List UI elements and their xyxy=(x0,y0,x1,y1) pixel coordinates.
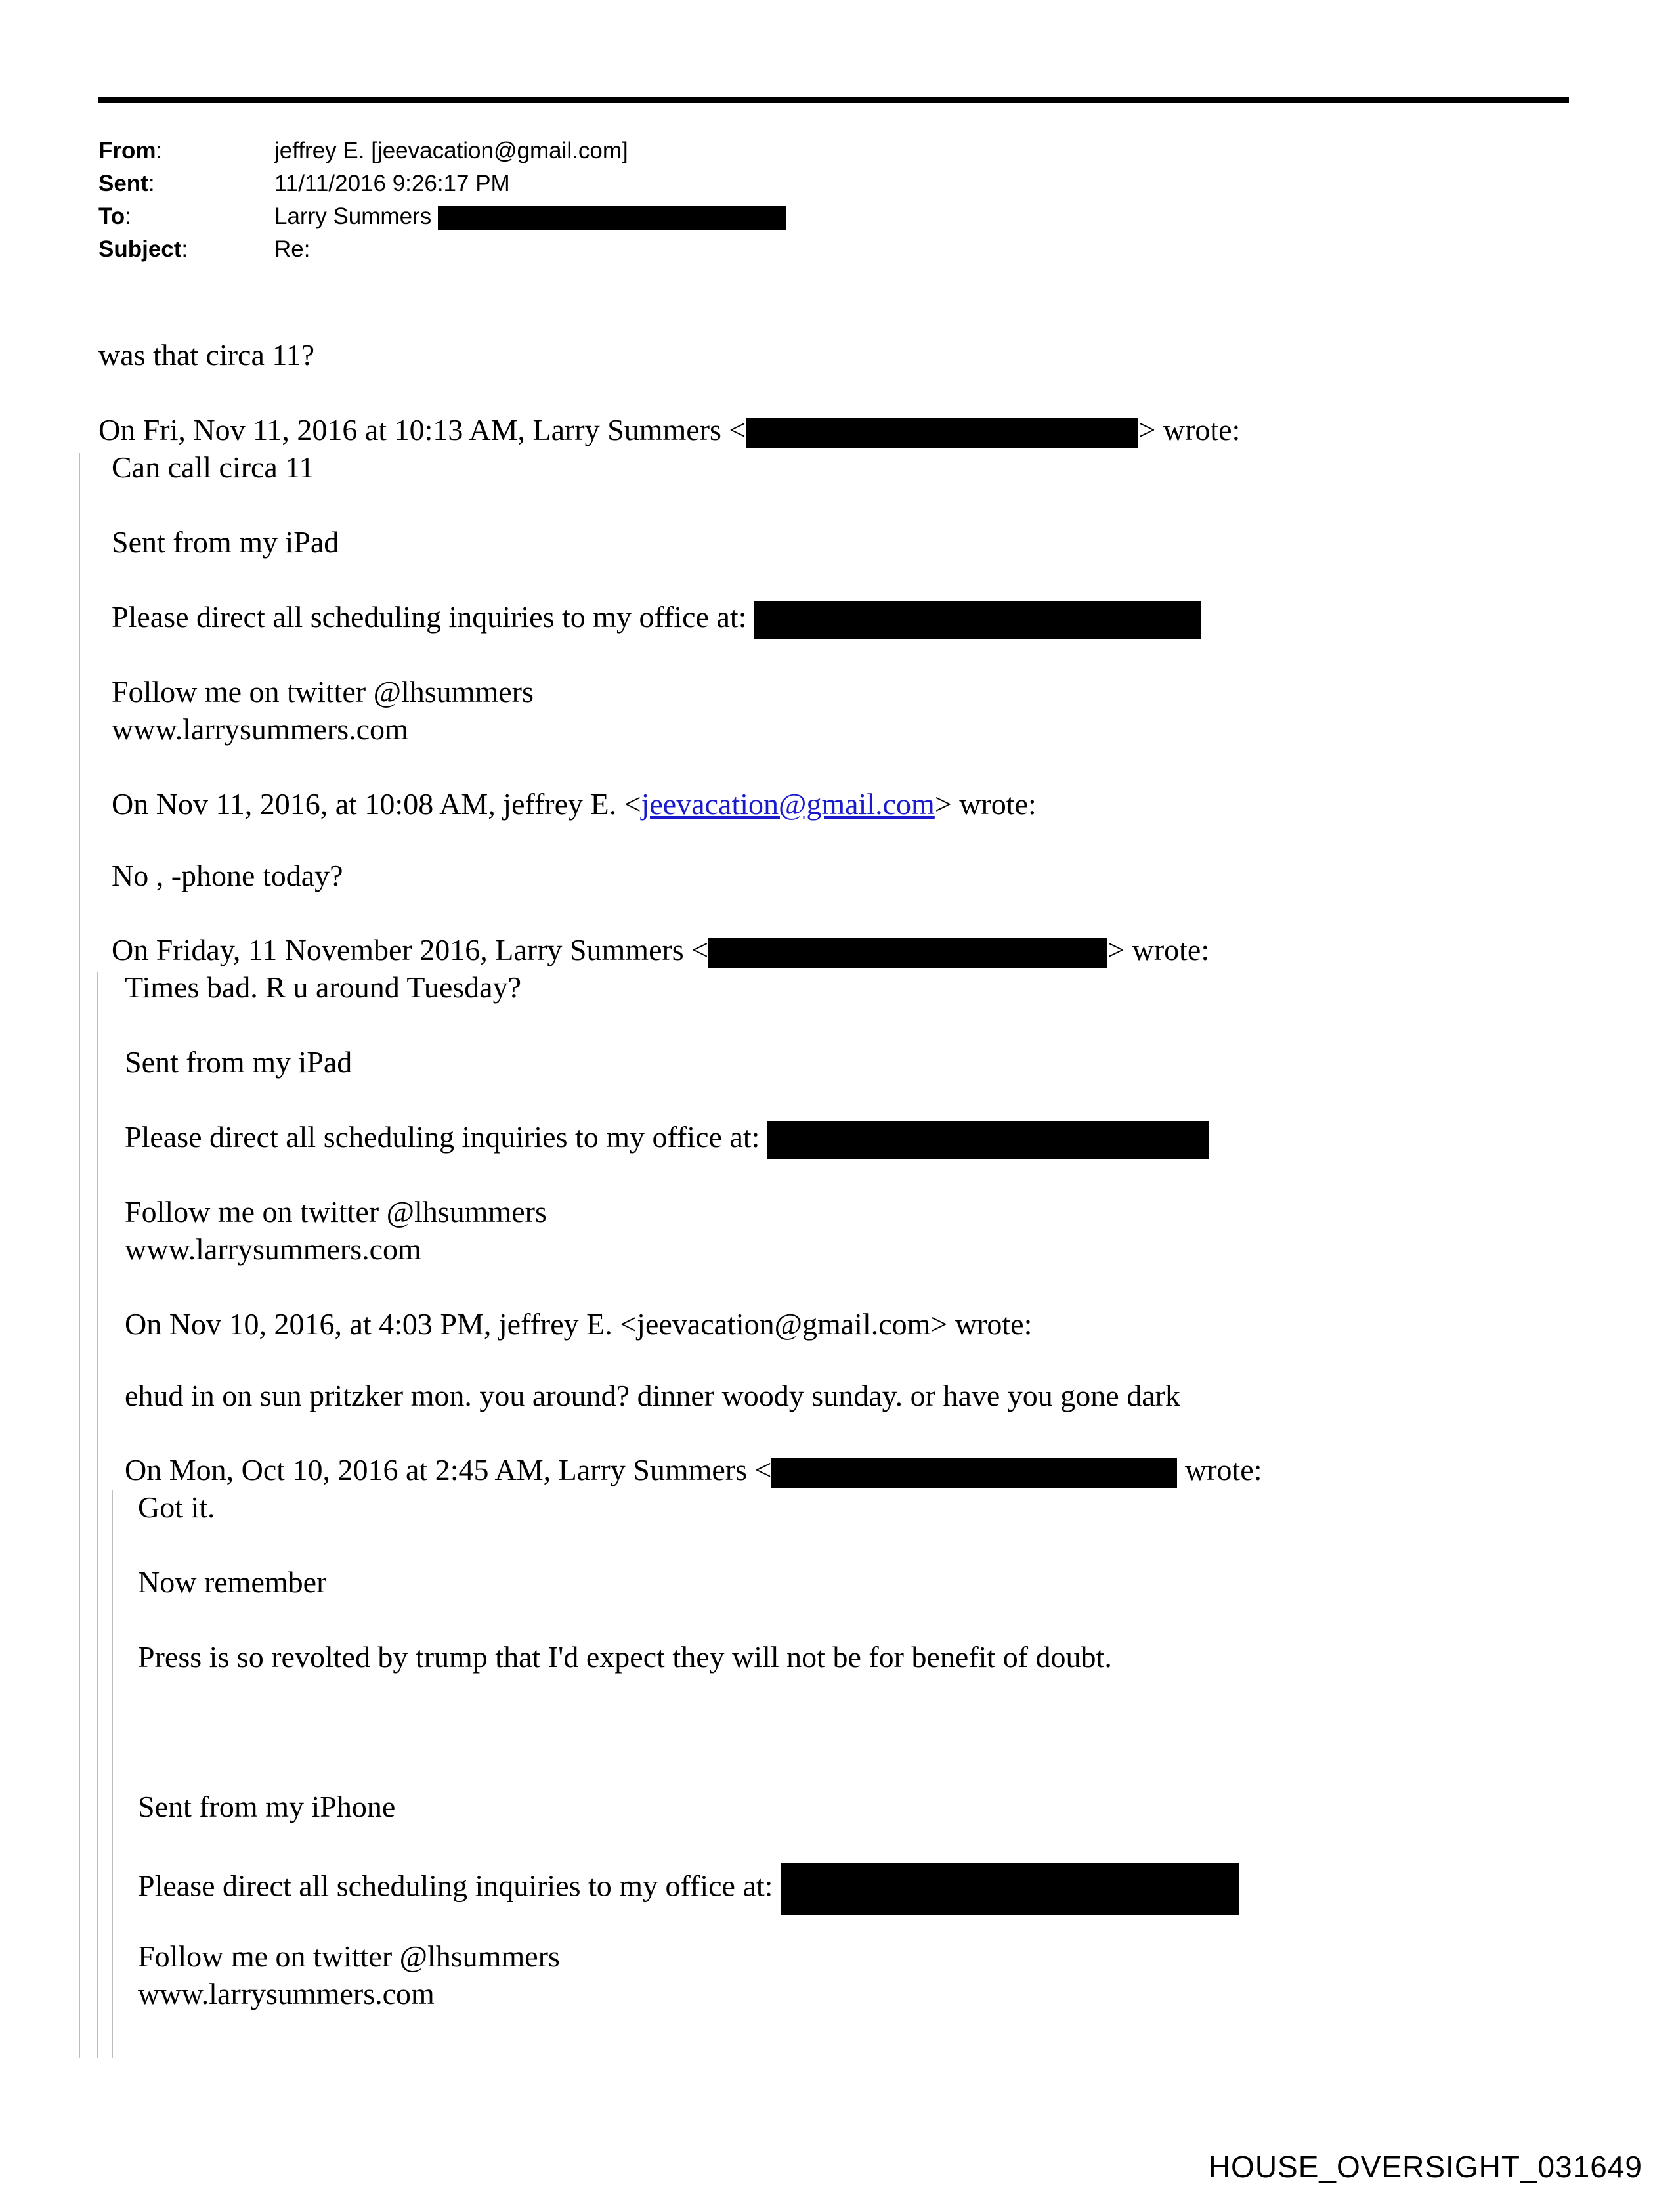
redaction-box xyxy=(754,601,1201,639)
quote-bar xyxy=(79,453,80,2058)
redaction-box xyxy=(781,1863,1239,1915)
quote-line: ehud in on sun pritzker mon. you around? dinner woody sunday. or have you gone dark xyxy=(125,1379,1180,1412)
signature-sent-from: Sent from my iPad xyxy=(125,1045,353,1079)
email-link[interactable]: jeevacation@gmail.com xyxy=(641,787,935,821)
subject-label: Subject: xyxy=(98,236,188,262)
bates-number: HOUSE_OVERSIGHT_031649 xyxy=(1208,2150,1642,2184)
twitter-line: Follow me on twitter @lhsummers xyxy=(138,1940,560,1973)
to-name: Larry Summers xyxy=(274,204,432,229)
redaction-box xyxy=(438,206,786,230)
scheduling-line: Please direct all scheduling inquiries to my office at: xyxy=(125,1118,1209,1159)
quote-line: Press is so revolted by trump that I'd expect they will not be for benefit of doubt. xyxy=(138,1640,1112,1674)
signature-sent-from: Sent from my iPad xyxy=(112,525,339,559)
sent-label: Sent: xyxy=(98,171,155,196)
subject-value: Re: xyxy=(274,236,311,262)
top-rule xyxy=(98,97,1569,103)
website-line: www.larrysummers.com xyxy=(112,712,408,746)
from-value: jeffrey E. [jeevacation@gmail.com] xyxy=(274,138,628,163)
scheduling-line: Please direct all scheduling inquiries to my office at: xyxy=(138,1863,1239,1915)
sent-value: 11/11/2016 9:26:17 PM xyxy=(274,171,510,196)
quote-line: No , -phone today? xyxy=(112,859,343,892)
twitter-line: Follow me on twitter @lhsummers xyxy=(125,1195,547,1228)
website-line: www.larrysummers.com xyxy=(125,1232,421,1266)
scheduling-line: Please direct all scheduling inquiries to my office at: xyxy=(112,598,1201,639)
quote-bar xyxy=(97,972,98,2058)
redaction-box xyxy=(746,418,1138,448)
quote-attribution: On Fri, Nov 11, 2016 at 10:13 AM, Larry Summers < > wrote: xyxy=(98,411,1240,448)
redaction-box xyxy=(771,1458,1177,1488)
website-line: www.larrysummers.com xyxy=(138,1977,435,2010)
quote-line: Times bad. R u around Tuesday? xyxy=(125,970,521,1004)
quote-attribution: On Friday, 11 November 2016, Larry Summers < > wrote: xyxy=(112,931,1209,968)
quote-attribution: On Nov 10, 2016, at 4:03 PM, jeffrey E. <jeevacation@gmail.com> wrote: xyxy=(125,1307,1033,1341)
to-value xyxy=(274,200,786,233)
reply-text: was that circa 11? xyxy=(98,338,315,372)
to-label: To: xyxy=(98,204,131,229)
redaction-box xyxy=(767,1121,1209,1159)
quote-attribution: On Mon, Oct 10, 2016 at 2:45 AM, Larry Summers < wrote: xyxy=(125,1451,1262,1488)
from-label: From: xyxy=(98,138,163,163)
quote-line: Now remember xyxy=(138,1565,327,1599)
signature-sent-from: Sent from my iPhone xyxy=(138,1790,396,1823)
quote-line: Can call circa 11 xyxy=(112,450,314,484)
quote-line: Got it. xyxy=(138,1490,215,1524)
redaction-box xyxy=(708,938,1107,968)
quote-attribution: On Nov 11, 2016, at 10:08 AM, jeffrey E. <jeevacation@gmail.com> wrote: xyxy=(112,787,1037,821)
quote-bar xyxy=(112,1490,113,2058)
twitter-line: Follow me on twitter @lhsummers xyxy=(112,675,534,708)
